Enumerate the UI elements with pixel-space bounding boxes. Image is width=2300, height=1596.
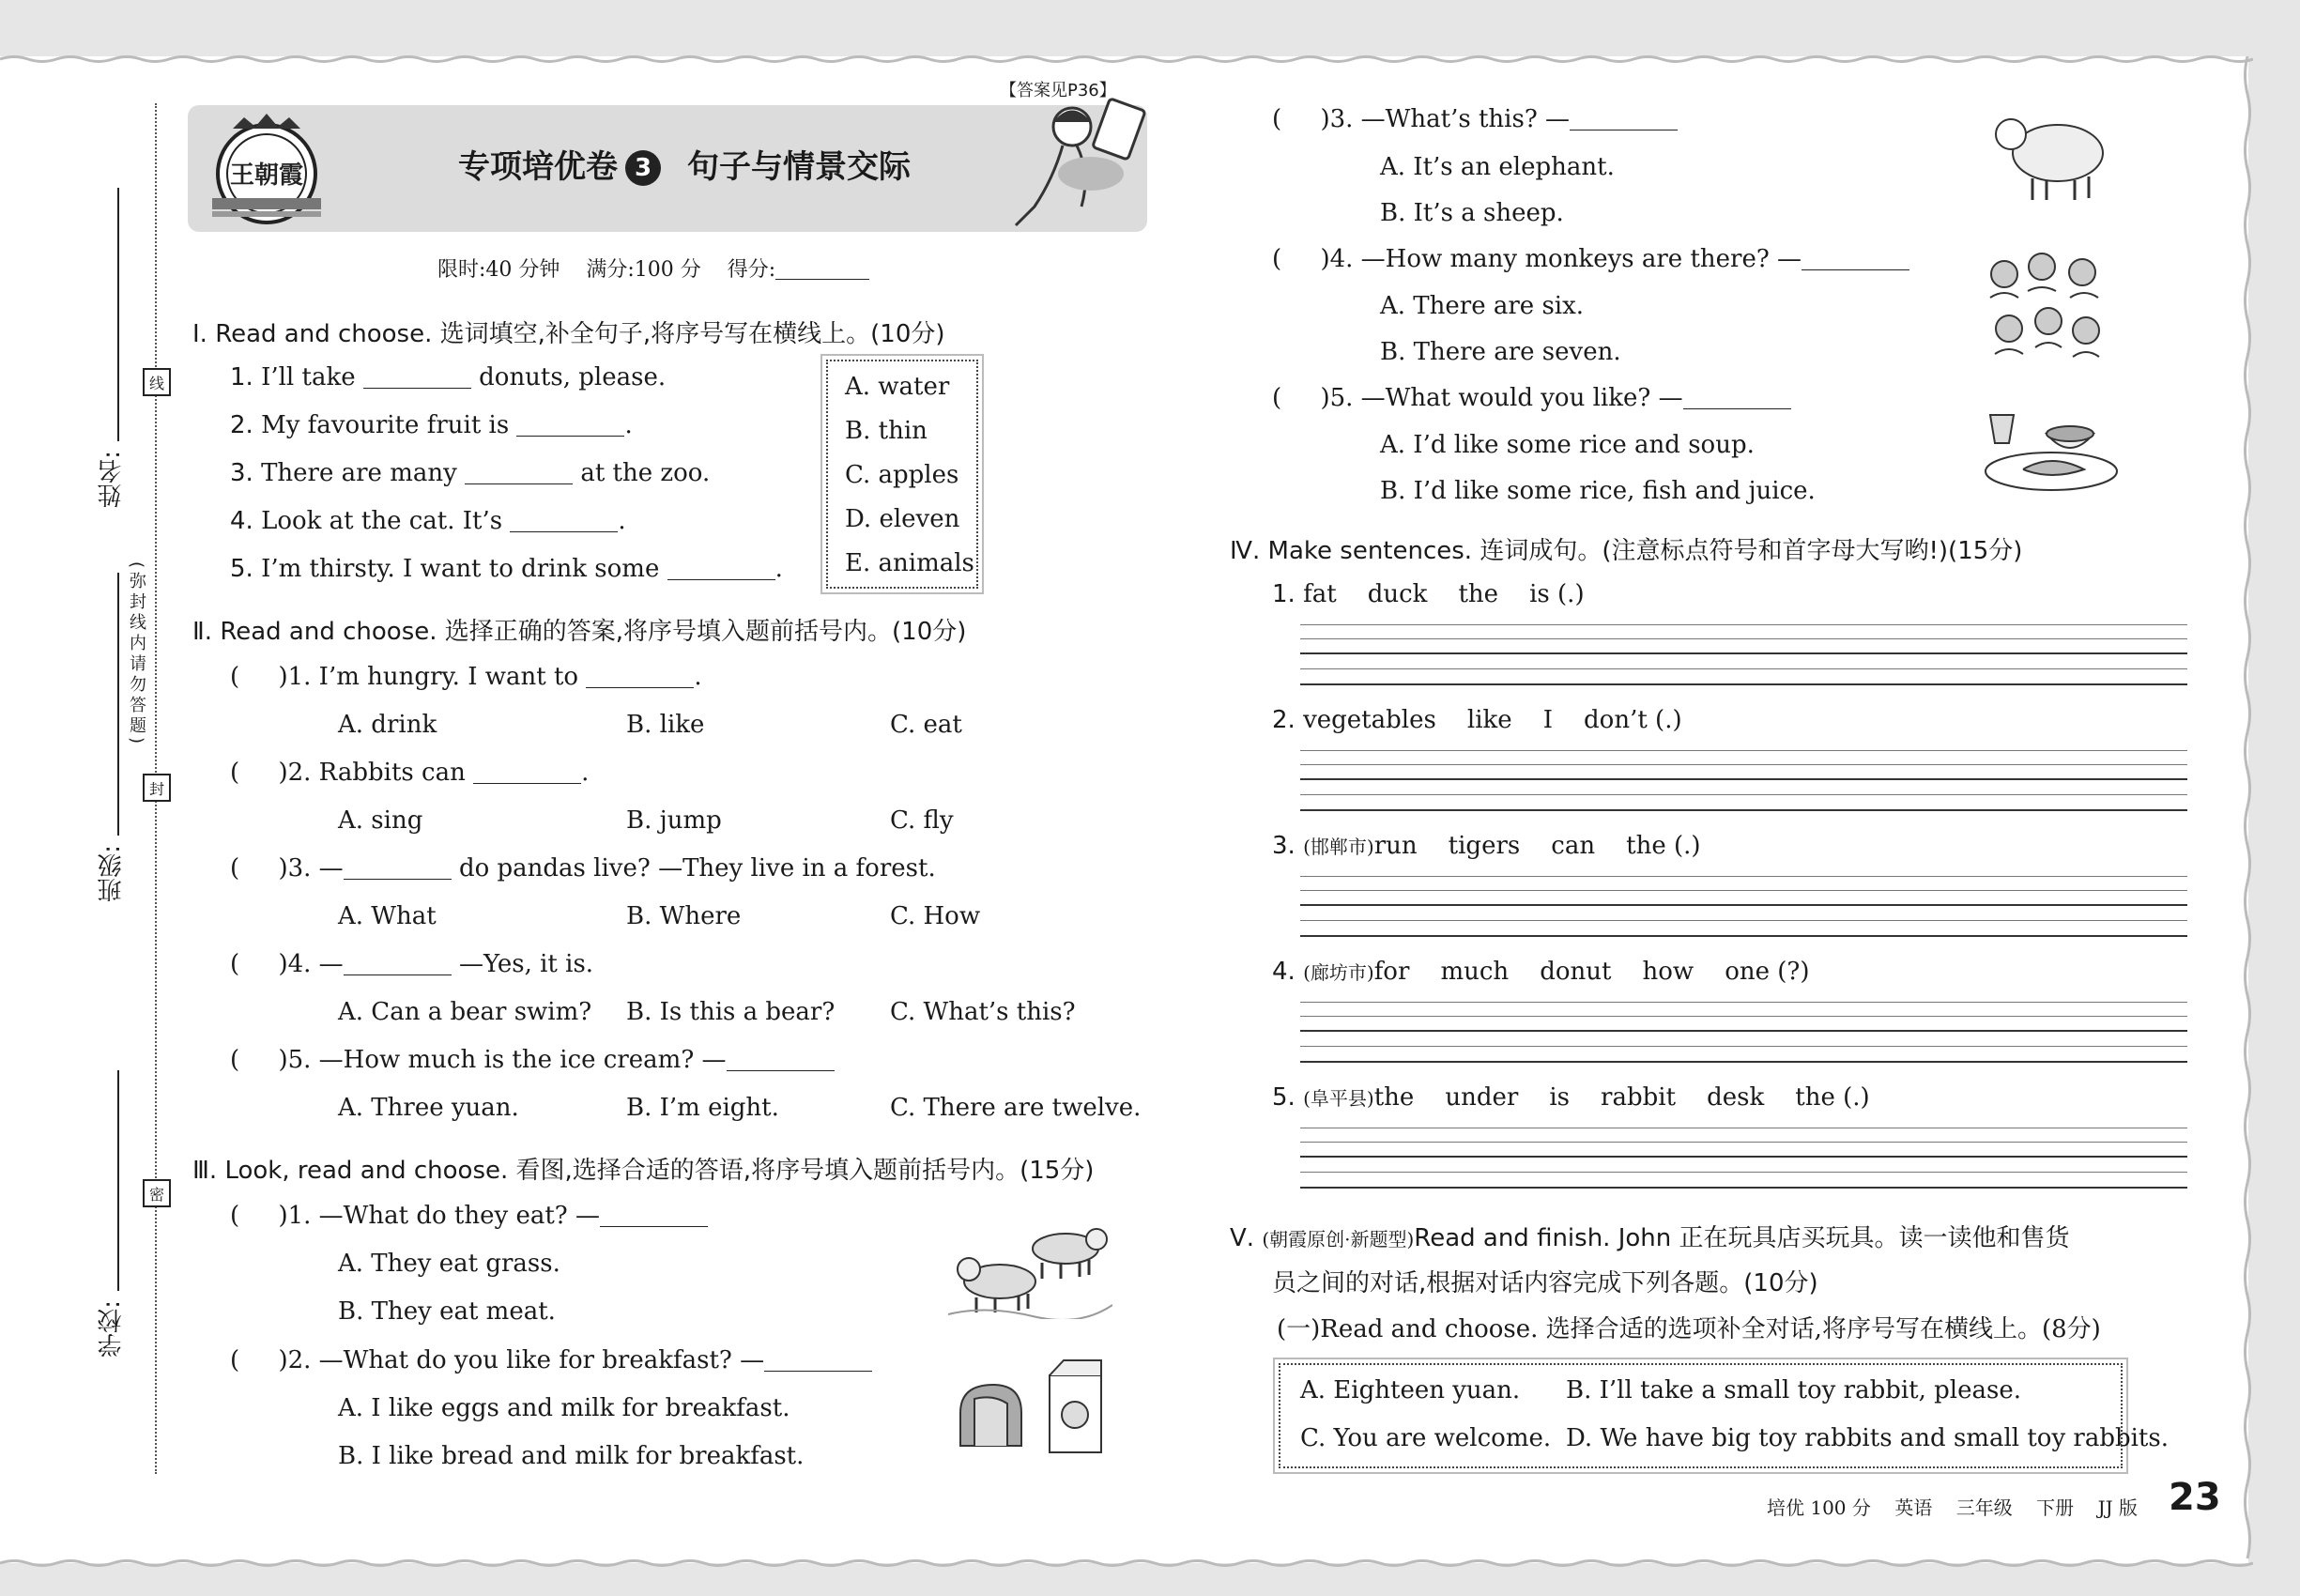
s4-item-5: 5. (阜平县)the under is rabbit desk the (.) xyxy=(1272,1083,1870,1112)
word-option: C. apples xyxy=(845,461,959,489)
answer-blank[interactable] xyxy=(667,555,775,580)
dialogue-option-b: B. I’ll take a small toy rabbit, please. xyxy=(1566,1376,2021,1404)
answer-bracket[interactable]: ( xyxy=(230,663,279,691)
wavy-bottom-edge xyxy=(0,1558,2253,1568)
s1-item-4: 4. Look at the cat. It’s . xyxy=(230,507,626,535)
school-field[interactable] xyxy=(117,1070,119,1291)
dialogue-option-c: C. You are welcome. xyxy=(1300,1424,1552,1452)
word-bank-box xyxy=(826,360,978,589)
answer-blank[interactable] xyxy=(516,411,624,437)
s3-question-2: ( )2. —What do you like for breakfast? — xyxy=(230,1346,872,1374)
s3-option-b: B. There are seven. xyxy=(1380,338,1621,366)
answer-blank[interactable] xyxy=(344,854,452,880)
s2-option-a: A. sing xyxy=(338,806,423,835)
answer-blank[interactable] xyxy=(344,950,452,975)
answer-bracket[interactable]: ( xyxy=(230,1202,279,1230)
section1-heading: Ⅰ. Read and choose. 选词填空,补全句子,将序号写在横线上。(10分) xyxy=(192,320,945,348)
word-option: E. animals xyxy=(845,549,974,577)
page-number: 23 xyxy=(2169,1476,2221,1519)
answer-bracket[interactable]: ( xyxy=(230,854,279,882)
s1-item-1: 1. I’ll take donuts, please. xyxy=(230,363,667,391)
section4-heading: Ⅳ. Make sentences. 连词成句。(注意标点符号和首字母大写哟!)(15分) xyxy=(1230,537,2023,565)
word-option: B. thin xyxy=(845,417,928,445)
s3-option-a: A. I like eggs and milk for breakfast. xyxy=(338,1394,790,1422)
name-field[interactable] xyxy=(117,188,119,441)
sheep-picture-icon xyxy=(1990,101,2112,205)
s2-option-a: A. Three yuan. xyxy=(338,1094,519,1122)
s2-option-c: C. How xyxy=(890,902,981,930)
s2-question-5: ( )5. —How much is the ice cream? — xyxy=(230,1046,835,1074)
answer-blank[interactable] xyxy=(1683,384,1791,409)
s1-item-5: 5. I’m thirsty. I want to drink some . xyxy=(230,555,783,583)
s4-item-2: 2. vegetables like I don’t (.) xyxy=(1272,706,1682,734)
s3-option-b: B. It’s a sheep. xyxy=(1380,199,1564,227)
s4-item-4: 4. (廊坊市)for much donut how one (?) xyxy=(1272,958,1810,986)
s2-option-b: B. Where xyxy=(626,902,742,930)
score-blank[interactable] xyxy=(775,258,869,280)
s2-option-a: A. What xyxy=(338,902,437,930)
svg-text:王朝霞: 王朝霞 xyxy=(229,161,304,190)
s2-option-c: C. eat xyxy=(890,711,962,739)
answer-blank[interactable] xyxy=(1570,105,1678,130)
section3-heading: Ⅲ. Look, read and choose. 看图,选择合适的答语,将序号填入题前括号内。(15分) xyxy=(192,1157,1095,1185)
seal-mark: 封 xyxy=(143,774,171,802)
answer-bracket[interactable]: ( xyxy=(230,759,279,787)
answer-bracket[interactable]: ( xyxy=(1272,105,1321,133)
dialogue-option-d: D. We have big toy rabbits and small toy rabbits. xyxy=(1566,1424,2169,1452)
answer-bracket[interactable]: ( xyxy=(230,1046,279,1074)
no-answer-note: (弥封线内请勿答题) xyxy=(127,561,146,748)
secret-mark: 密 xyxy=(143,1179,171,1207)
meal-picture-icon xyxy=(1981,387,2122,495)
bread-and-milk-icon xyxy=(956,1357,1113,1455)
section5-heading-cont: 员之间的对话,根据对话内容完成下列各题。(10分) xyxy=(1272,1269,1818,1297)
class-label: 班级: xyxy=(98,845,126,902)
s3-question-5: ( )5. —What would you like? — xyxy=(1272,384,1791,412)
s3-option-a: A. It’s an elephant. xyxy=(1380,153,1615,181)
s3-option-a: A. They eat grass. xyxy=(338,1250,560,1278)
monkeys-picture-icon xyxy=(1981,246,2112,368)
s3-option-b: B. I like bread and milk for breakfast. xyxy=(338,1442,805,1470)
answer-bracket[interactable]: ( xyxy=(1272,384,1321,412)
answer-blank[interactable] xyxy=(363,363,471,389)
answer-blank[interactable] xyxy=(600,1202,708,1227)
wavy-top-edge xyxy=(0,54,2253,64)
wavy-right-edge xyxy=(2242,56,2253,1568)
s3-option-a: A. I’d like some rice and soup. xyxy=(1380,431,1755,459)
title-part-b: 句子与情景交际 xyxy=(687,148,911,186)
page-title xyxy=(458,141,911,187)
answer-bracket[interactable]: ( xyxy=(1272,245,1321,273)
word-option: D. eleven xyxy=(845,505,960,533)
answer-blank[interactable] xyxy=(727,1046,835,1071)
answer-blank[interactable] xyxy=(586,663,694,688)
dialogue-option-a: A. Eighteen yuan. xyxy=(1300,1376,1521,1404)
mascot-illustration xyxy=(997,84,1157,230)
s2-question-4: ( )4. — —Yes, it is. xyxy=(230,950,594,978)
s3-option-b: B. They eat meat. xyxy=(338,1297,556,1326)
s4-item-3: 3. (邯郸市)run tigers can the (.) xyxy=(1272,832,1701,860)
s2-option-c: C. There are twelve. xyxy=(890,1094,1142,1122)
s1-item-3: 3. There are many at the zoo. xyxy=(230,459,711,487)
line-mark: 线 xyxy=(143,368,171,396)
section5-subheading: (一)Read and choose. 选择合适的选项补全对话,将序号写在横线上。(8分) xyxy=(1277,1315,2101,1343)
title-part-a: 专项培优卷 xyxy=(458,148,618,186)
s2-option-a: A. drink xyxy=(338,711,437,739)
s3-question-1: ( )1. —What do they eat? — xyxy=(230,1202,708,1230)
answer-bracket[interactable]: ( xyxy=(230,950,279,978)
answer-blank[interactable] xyxy=(465,459,573,484)
publisher-logo-icon xyxy=(205,108,329,230)
s2-question-2: ( )2. Rabbits can . xyxy=(230,759,590,787)
title-number-badge: 3 xyxy=(625,150,661,186)
s2-option-b: B. jump xyxy=(626,806,722,835)
s2-option-c: C. What’s this? xyxy=(890,998,1076,1026)
s2-question-1: ( )1. I’m hungry. I want to . xyxy=(230,663,702,691)
s3-option-a: A. There are six. xyxy=(1380,292,1585,320)
s1-item-2: 2. My favourite fruit is . xyxy=(230,411,633,439)
s3-question-3: ( )3. —What’s this? — xyxy=(1272,105,1678,133)
name-label: 姓名: xyxy=(98,451,126,508)
answer-blank[interactable] xyxy=(510,507,618,532)
section2-heading: Ⅱ. Read and choose. 选择正确的答案,将序号填入题前括号内。(10分) xyxy=(192,618,967,646)
answer-reference: 【答案见P36】 xyxy=(1000,81,1116,100)
s2-option-b: B. Is this a bear? xyxy=(626,998,836,1026)
answer-blank[interactable] xyxy=(764,1346,872,1372)
answer-blank[interactable] xyxy=(473,759,581,784)
s2-option-b: B. I’m eight. xyxy=(626,1094,779,1122)
cows-picture-icon xyxy=(948,1211,1112,1319)
time-score-limits: 限时:40 分钟 满分:100 分 得分: xyxy=(437,253,869,283)
answer-bracket[interactable]: ( xyxy=(230,1346,279,1374)
book-info-footer: 培优 100 分 英语 三年级 下册 JJ 版 xyxy=(1767,1496,2138,1519)
class-field[interactable] xyxy=(117,573,119,836)
s2-question-3: ( )3. — do pandas live? —They live in a forest. xyxy=(230,854,936,882)
s2-option-b: B. like xyxy=(626,711,705,739)
school-label: 学校: xyxy=(98,1300,126,1358)
s2-option-c: C. fly xyxy=(890,806,954,835)
section5-heading: Ⅴ. (朝霞原创·新题型)Read and finish. John 正在玩具店买玩具。读一读他和售货 xyxy=(1230,1224,2070,1252)
answer-blank[interactable] xyxy=(1802,245,1909,270)
word-option: A. water xyxy=(845,373,950,401)
s3-question-4: ( )4. —How many monkeys are there? — xyxy=(1272,245,1909,273)
s2-option-a: A. Can a bear swim? xyxy=(338,998,592,1026)
s3-option-b: B. I’d like some rice, fish and juice. xyxy=(1380,477,1816,505)
s4-item-1: 1. fat duck the is (.) xyxy=(1272,580,1585,608)
